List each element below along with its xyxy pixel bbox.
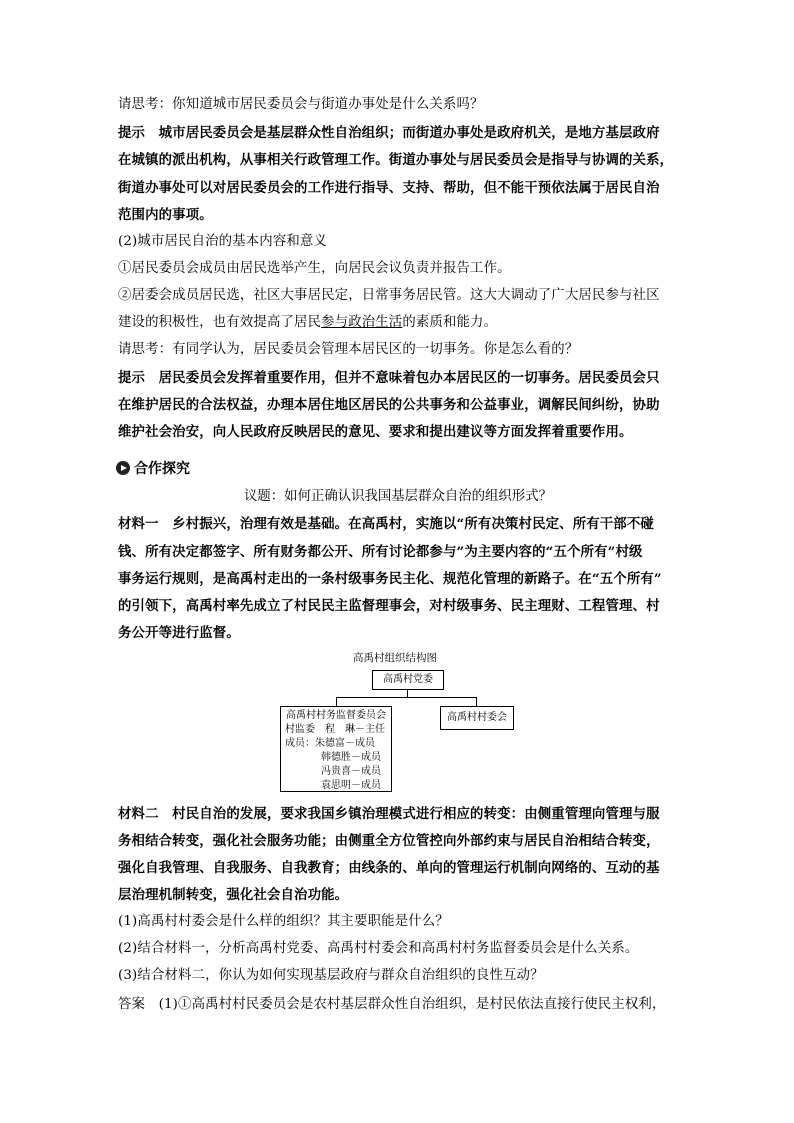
material-1-line-3: 事务运行规则，是高禹村走出的一条村级事务民主化、规范化管理的新路子。在“五个所有” (118, 571, 662, 587)
play-circle-icon (116, 461, 130, 475)
connector-right-drop (476, 697, 477, 706)
member-2: 韩德胜－成员 (321, 752, 381, 763)
member-4: 袁思明－成员 (321, 780, 381, 791)
subheading-2: (2)城市居民自治的基本内容和意义 (118, 234, 327, 249)
question-1: (1)高禹村村委会是什么样的组织？其主要职能是什么？ (118, 914, 449, 929)
list-item-1: ①居民委员会成员由居民选举产生，向居民会议负责并报告工作。 (118, 261, 511, 276)
tip-1-line-1: 提示 城市居民委员会是基层群众性自治组织；而街道办事处是政府机关，是地方基层政府 (118, 125, 660, 141)
think-question-2: 请思考：有同学认为，居民委员会管理本居民区的一切事务。你是怎么看的？ (118, 342, 579, 357)
item2-text-a: 建设的积极性，也有效提高了居民 (118, 315, 322, 330)
question-3: (3)结合材料二，你认为如何实现基层政府与群众自治组织的良性互动？ (118, 968, 544, 983)
question-2: (2)结合材料一，分析高禹村党委、高禹村村委会和高禹村村务监督委员会是什么关系。 (118, 941, 639, 956)
material-1-line-5: 务公开等进行监督。 (118, 625, 240, 641)
tip-1-line-2: 在城镇的派出机构，从事相关行政管理工作。街道办事处与居民委员会是指导与协调的关系， (118, 152, 674, 168)
section-heading (116, 459, 190, 477)
org-structure-diagram (270, 648, 530, 798)
section-title: 合作探究 (134, 461, 190, 477)
material-1-line-2: 钱、所有决定都签字、所有财务都公开、所有讨论都参与”为主要内容的“五个所有”村级 (118, 544, 643, 560)
connector-horizontal (336, 697, 477, 698)
answer-line-1: 答案 (1)①高禹村村民委员会是农村基层群众性自治组织，是村民依法直接行使民主权利， (118, 997, 666, 1012)
supervision-member-row (285, 737, 387, 751)
tip-2-line-1: 提示 居民委员会发挥着重要作用，但并不意味着包办本居民区的一切事务。居民委员会只 (118, 370, 660, 386)
tip-2-line-2: 在维护居民的合法权益，办理本居住地区居民的公共事务和公益事业，调解民间纠纷，协助 (118, 397, 660, 413)
members-label: 成员： (285, 738, 315, 749)
connector-left-drop (336, 697, 337, 706)
material-2-line-1: 材料二 村民自治的发展，要求我国乡镇治理模式进行相应的转变：由侧重管理向管理与服 (118, 806, 660, 822)
list-item-2-line-1: ②居委会成员居民选，社区大事居民定，日常事务居民管。这大大调动了广大居民参与社区 (118, 288, 660, 303)
tip-2-line-3: 维护社会治安，向人民政府反映居民的意见、要求和提出建议等方面发挥着重要作用。 (118, 424, 633, 440)
material-2-line-4: 层治理机制转变，强化社会自治功能。 (118, 887, 349, 903)
tip-1-line-4: 范围内的事项。 (118, 207, 213, 223)
member-3: 冯贵喜－成员 (321, 766, 381, 777)
item2-underlined: 参与政治生活 (321, 315, 403, 330)
diagram-title: 高禹村组织结构图 (353, 652, 437, 664)
connector-vertical (407, 689, 408, 697)
topic-line: 议题：如何正确认识我国基层群众自治的组织形式？ (244, 489, 552, 504)
material-2-line-3: 强化自我管理、自我服务、自我教育；由线条的、单向的管理运行机制向网络的、互动的基 (118, 860, 660, 876)
list-item-2-line-2 (118, 314, 678, 332)
item2-text-b: 的素质和能力。 (402, 315, 498, 330)
supervision-chair: 村监委 程 琳－主任 (285, 724, 385, 735)
party-committee-box: 高禹村党委 (372, 670, 444, 690)
supervision-committee-box (280, 706, 392, 792)
material-1-line-4: 的引领下，高禹村率先成立了村民民主监督理事会，对村级事务、民主理财、工程管理、村 (118, 598, 660, 614)
tip-1-line-3: 街道办事处可以对居民委员会的工作进行指导、支持、帮助，但不能干预依法属于居民自治 (118, 180, 660, 196)
village-committee-box: 高禹村村委会 (440, 706, 514, 730)
member-1: 朱德富－成员 (315, 738, 375, 749)
supervision-title: 高禹村村务监督委员会 (286, 710, 386, 721)
material-1-line-1: 材料一 乡村振兴，治理有效是基础。在高禹村，实施以“所有决策村民定、所有干部不碰 (118, 516, 654, 532)
think-question-1: 请思考：你知道城市居民委员会与街道办事处是什么关系吗？ (118, 97, 484, 112)
material-2-line-2: 务相结合转变，强化社会服务功能；由侧重全方位管控向外部约束与居民自治相结合转变， (118, 833, 660, 849)
